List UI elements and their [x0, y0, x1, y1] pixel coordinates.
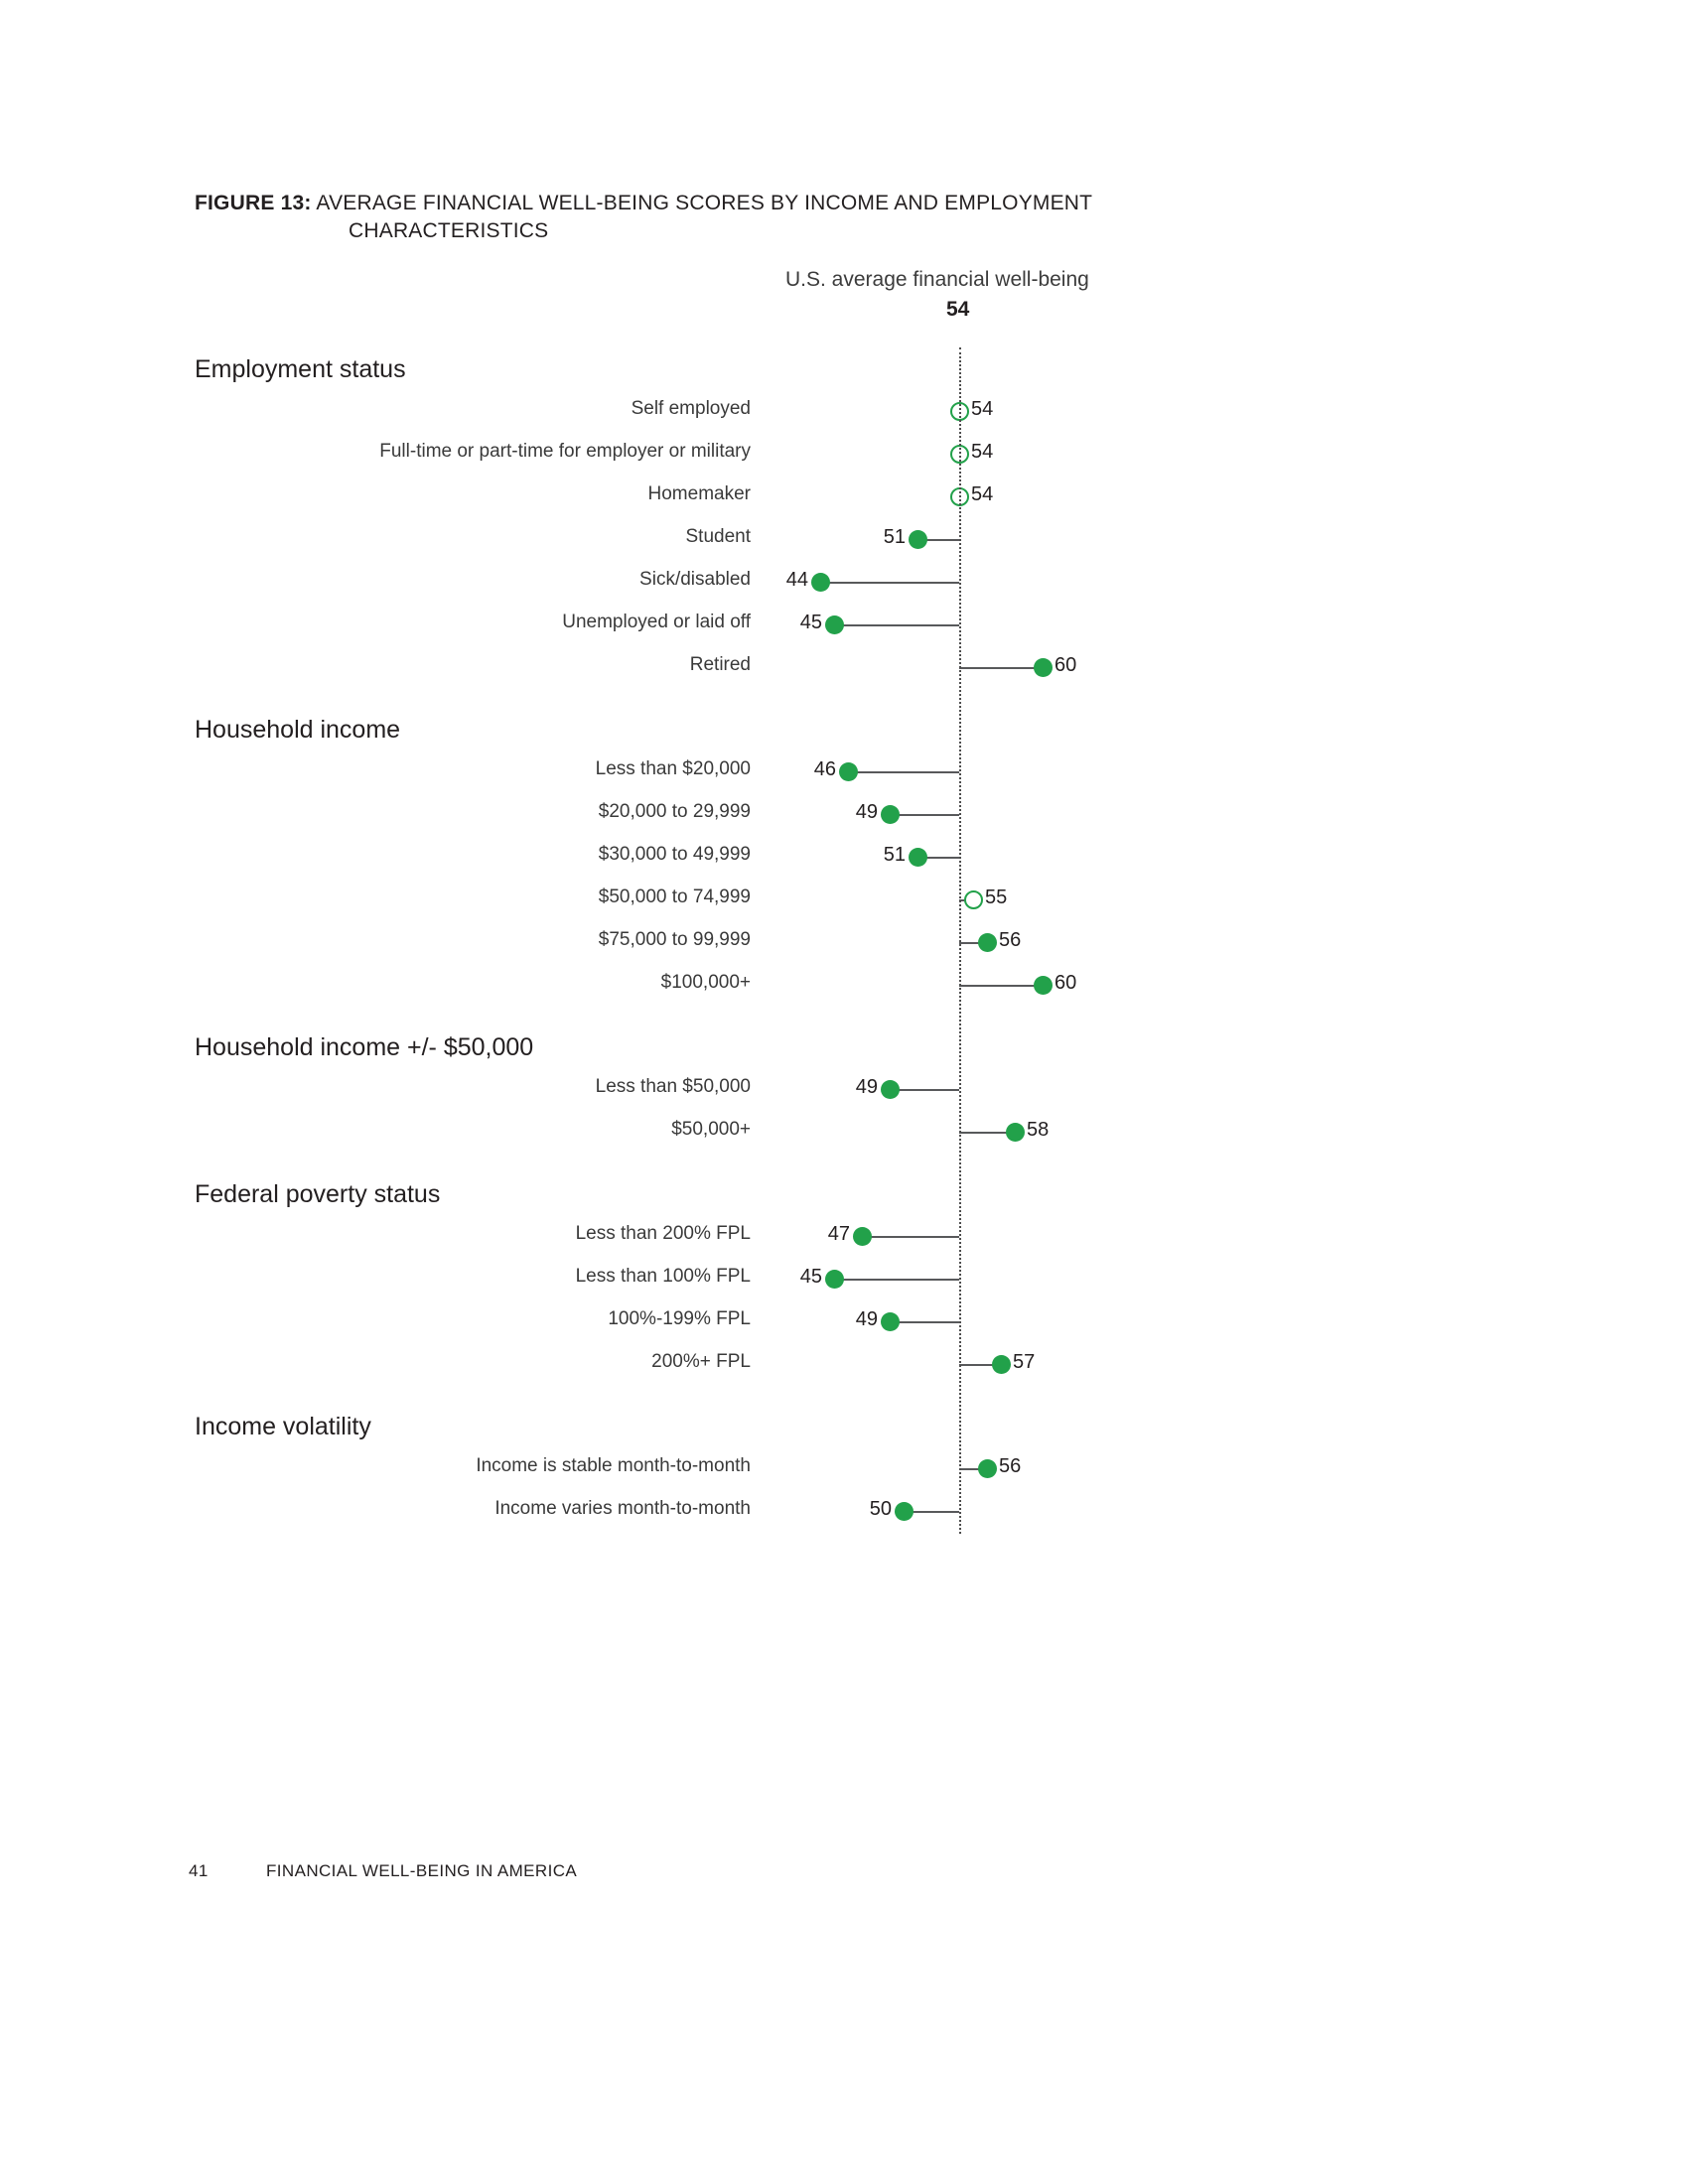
data-point-value: 45: [799, 1266, 822, 1288]
value-connector: [848, 771, 959, 773]
row-label: $30,000 to 49,999: [598, 844, 751, 865]
data-point-value: 56: [999, 1455, 1022, 1477]
reference-caption: U.S. average financial well-being: [785, 268, 1089, 291]
value-connector: [862, 1236, 959, 1238]
data-point-marker: [909, 530, 927, 549]
data-point-value: 55: [985, 887, 1008, 908]
row-label: Less than 200% FPL: [575, 1223, 751, 1244]
group-heading: Employment status: [195, 355, 406, 383]
row-label: 200%+ FPL: [651, 1351, 751, 1372]
row-label: 100%-199% FPL: [608, 1308, 751, 1329]
row-label: $100,000+: [660, 972, 751, 993]
data-point-value: 60: [1055, 972, 1077, 994]
value-connector: [959, 667, 1043, 669]
row-label: $75,000 to 99,999: [598, 929, 751, 950]
row-label: Income varies month-to-month: [494, 1498, 751, 1519]
data-point-value: 45: [799, 612, 822, 633]
group-heading: Federal poverty status: [195, 1180, 441, 1208]
data-point-marker: [881, 1080, 900, 1099]
figure-label: FIGURE 13:: [195, 192, 312, 214]
value-connector: [890, 1321, 959, 1323]
group-heading: Household income +/- $50,000: [195, 1033, 534, 1061]
data-point-value: 56: [999, 929, 1022, 951]
data-point-marker: [825, 615, 844, 634]
group-heading: Household income: [195, 716, 401, 744]
row-label: Homemaker: [647, 483, 751, 504]
data-point-marker: [909, 848, 927, 867]
data-point-marker: [825, 1270, 844, 1289]
value-connector: [890, 814, 959, 816]
data-point-value: 51: [883, 844, 906, 866]
data-point-marker: [992, 1355, 1011, 1374]
data-point-value: 51: [883, 526, 906, 548]
data-point-value: 57: [1013, 1351, 1036, 1373]
page-footer: [189, 1861, 577, 1881]
row-label: Unemployed or laid off: [562, 612, 751, 632]
data-point-value: 49: [855, 801, 878, 823]
data-point-marker: [1006, 1123, 1025, 1142]
reference-line: [959, 347, 961, 1534]
data-point-marker: [895, 1502, 914, 1521]
row-label: Self employed: [631, 398, 751, 419]
figure-title: [195, 189, 1307, 246]
figure-chart: [195, 268, 1336, 1519]
data-point-value: 60: [1055, 654, 1077, 676]
data-point-value: 46: [813, 758, 836, 780]
row-label: Full-time or part-time for employer or military: [379, 441, 751, 462]
group-heading: Income volatility: [195, 1413, 371, 1440]
row-label: $50,000+: [671, 1119, 751, 1140]
data-point-value: 44: [785, 569, 808, 591]
page-number: 41: [189, 1861, 209, 1880]
data-point-marker: [853, 1227, 872, 1246]
value-connector: [820, 582, 959, 584]
row-label: $50,000 to 74,999: [598, 887, 751, 907]
document-title: FINANCIAL WELL-BEING IN AMERICA: [266, 1861, 578, 1880]
row-label: Sick/disabled: [639, 569, 751, 590]
data-point-value: 49: [855, 1076, 878, 1098]
row-label: Income is stable month-to-month: [476, 1455, 751, 1476]
data-point-value: 49: [855, 1308, 878, 1330]
data-point-marker: [1034, 976, 1053, 995]
data-point-value: 47: [827, 1223, 850, 1245]
data-point-marker: [964, 890, 983, 909]
data-point-marker: [881, 805, 900, 824]
figure-title-line2: CHARACTERISTICS: [349, 219, 549, 242]
data-point-marker: [978, 933, 997, 952]
data-point-value: 54: [971, 441, 994, 463]
data-point-marker: [1034, 658, 1053, 677]
data-point-value: 54: [971, 483, 994, 505]
row-label: $20,000 to 29,999: [598, 801, 751, 822]
value-connector: [834, 1279, 959, 1281]
value-connector: [890, 1089, 959, 1091]
data-point-value: 54: [971, 398, 994, 420]
value-connector: [834, 624, 959, 626]
figure-title-line1: AVERAGE FINANCIAL WELL-BEING SCORES BY INCOME AND EMPLOYMENT: [316, 192, 1093, 214]
row-label: Less than $20,000: [595, 758, 751, 779]
data-point-marker: [978, 1459, 997, 1478]
data-point-value: 50: [869, 1498, 892, 1520]
data-point-marker: [811, 573, 830, 592]
row-label: Less than $50,000: [595, 1076, 751, 1097]
row-label: Retired: [689, 654, 751, 675]
data-point-value: 58: [1027, 1119, 1050, 1141]
reference-value: 54: [946, 298, 970, 321]
row-label: Student: [685, 526, 751, 547]
data-point-marker: [839, 762, 858, 781]
row-label: Less than 100% FPL: [575, 1266, 751, 1287]
data-point-marker: [881, 1312, 900, 1331]
value-connector: [959, 985, 1043, 987]
